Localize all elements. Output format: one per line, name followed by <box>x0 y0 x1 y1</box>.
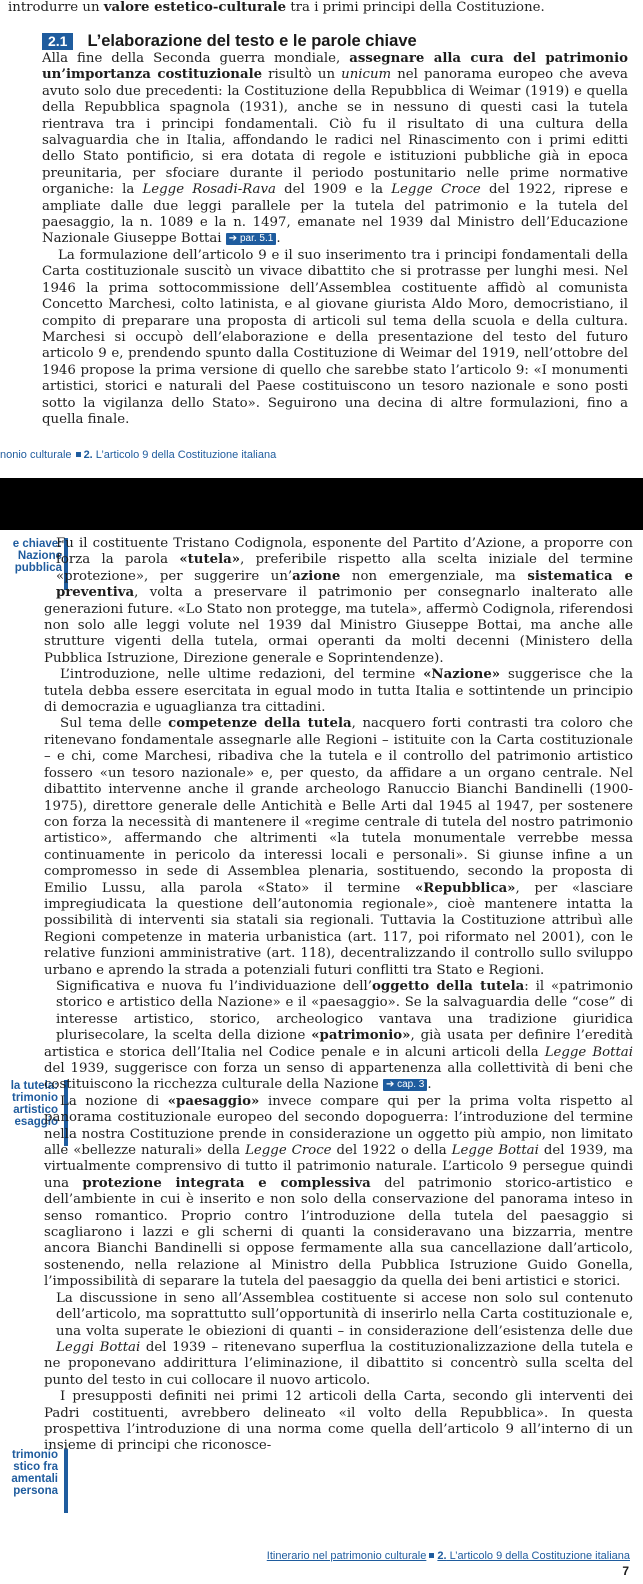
text-run: del 1939, ma virtualmente comprensivo di tutto il patrimonio naturale. L’articolo 9 persegue quindi una <box>44 1143 634 1191</box>
text-run-italic: Legge Croce <box>245 1143 332 1159</box>
footer-chapter-number: 2. <box>437 1550 447 1562</box>
margin-keyword: trimonio <box>12 1092 58 1104</box>
text-run: , volta a preservare il patrimonio per consegnarlo inalterato alle generazioni future. «Lo Stato non protegge, ma tutela», affermò Codignola, riferendosi non solo alle leggi volute nel 1939 dal Ministro Giuseppe Bottai, ma anche alle strutture vigenti della tutela, ormai operanti da molti decenni (Ministero della Pubblica Istruzione, Direzione generale e Soprintendenze). <box>44 585 633 666</box>
page-upper <box>0 0 643 478</box>
text-run-bold: «Nazione» <box>423 667 501 683</box>
page-lower <box>0 530 643 1584</box>
text-run: risultò un <box>262 67 342 83</box>
text-run: , preferibile rispetto alla scelta iniziale del termine «protezione», per suggerire un’ <box>56 552 633 584</box>
text-run: Significativa e nuova fu l’individuazione dell’ <box>56 978 373 994</box>
section-number: 2.1 <box>42 33 73 50</box>
section-heading <box>42 32 417 50</box>
margin-keyword: persona <box>13 1485 58 1497</box>
text-run: , già usata per definire l’eredità artistica e storica dell’Italia nel Codice penale e in alcuni articoli della <box>44 1028 634 1060</box>
footer-book-title: nonio culturale <box>0 449 72 461</box>
intro-line <box>8 0 638 16</box>
text-run-bold: competenze della tutela <box>168 716 352 732</box>
text-run: nel panorama europeo che aveva avuto solo due precedenti: la Costituzione della Repubblica di Weimar (1919) e quella della Repubblica spagnola (1931), anche se in nessuno di questi casi la tutela rientrava tra i principi fondamentali. Ciò fu il risultato di una cultura della salvaguardia che in Italia, affondando le radici nel Rinascimento con i primi editti dello Stato pontificio, si era dotata di regole e istituzioni pubbliche già in epoca preunitaria, per sfociare durante il periodo postunitario nelle prime normative organiche: la <box>42 67 628 198</box>
text-run-italic: Legge Rosadi-Rava <box>142 182 276 198</box>
text-run: : il «patrimonio storico e artistico della Nazione» e il «paesaggio». Se la salvaguardia delle “cose” di interesse artistico, storico, archeologico vantava una tradizione giuridica plurisecolare, la scelta della dizione <box>56 978 634 1044</box>
page-number: 7 <box>622 1564 629 1578</box>
text-run: . <box>276 231 281 247</box>
text-run-italic: unicum <box>341 67 392 83</box>
paragraph <box>44 979 633 1094</box>
footer-chapter-title: L’articolo 9 della Costituzione italiana <box>92 449 277 461</box>
margin-keyword: Nazione <box>17 550 62 562</box>
text-run: del 1939 – ritenevano superflua la costituzionalizzazione della tutela e ne proponevano addirittura l’eliminazione, il dibattito si concentrò sulla scelta del punto del testo in cui collocare il nuovo articolo. <box>44 1339 633 1388</box>
margin-keyword: esaggio <box>14 1116 58 1128</box>
text-run: del 1909 e la <box>275 182 392 198</box>
text-run: del patrimonio storico-artistico e dell’ambiente in cui è inserito e non solo della conservazione del panorama inteso in senso romantico. Proprio contro l’introduzione della tutela del paesaggio si scagliarono i lazzi e gli scherni di quanti la consideravano una bizzarria, mentre ancora Bianchi Bandinelli si oppose fermamente alla sua cancellazione dall’articolo, sostenendo, nella relazione al Ministro della Pubblica Istruzione Guido Gonella, l’impossibilità di separare la tutela del paesaggio da quella dei beni artistici e storici. <box>44 1175 633 1290</box>
text-run: invece compare qui per la prima volta rispetto al panorama costituzionale europeo del secondo dopoguerra: l’introduzione del termine nella nostra Costituzione prende in considerazione un oggetto più ampio, non limitato alle «bellezze naturali» della <box>44 1093 633 1159</box>
footer-book-title: Itinerario nel patrimonio culturale <box>266 1550 427 1562</box>
square-bullet-icon <box>76 452 81 457</box>
cross-reference-link[interactable]: ➔ cap. 3 <box>383 1079 427 1091</box>
cross-reference-link[interactable]: ➔ par. 5.1 <box>226 233 277 245</box>
text-run: del 1939, suggerisce con forza un senso di appartenenza alla collettività di beni che costituiscono la ricchezza culturale della Nazione <box>44 1061 633 1093</box>
text-run: suggerisce che la tutela debba essere esercitata in egual modo in tutta Italia e sottintende un principio di democrazia e uguaglianza tra cittadini. <box>44 667 633 716</box>
margin-keyword: artistico <box>13 1104 58 1116</box>
text-run-bold: sistematica e preventiva <box>56 568 633 601</box>
paragraph <box>44 1291 633 1389</box>
margin-spacer <box>0 536 56 596</box>
text-run-bold: «patrimonio» <box>311 1028 411 1044</box>
running-footer <box>267 1550 630 1562</box>
paragraph <box>44 1094 633 1291</box>
paragraph <box>44 716 633 979</box>
margin-keyword: stico fra <box>13 1461 58 1473</box>
margin-keyword: amentali <box>11 1473 58 1485</box>
paragraph <box>44 667 633 716</box>
text-run: non emergenziale, ma <box>340 568 528 584</box>
text-run-bold: «tutela» <box>179 552 241 568</box>
text-run: La discussione in seno all’Assemblea costituente si accese non solo sul contenuto dell’articolo, ma soprattutto sull’opportunità di inserirlo nella Carta costituzionale e, una volta superate le obiezioni di quanti – in considerazione dell’esistenza delle due <box>56 1290 633 1339</box>
footer-chapter-title: L’articolo 9 della Costituzione italiana <box>446 1550 630 1562</box>
text-run: Fu il costituente Tristano Codignola, esponente del Partito d’Azione, a proporre con forza la parola <box>56 536 633 568</box>
text-run-bold: «paesaggio» <box>167 1093 260 1109</box>
text-run: La nozione di <box>60 1093 168 1109</box>
text-run-italic: Leggi Bottai <box>56 1339 141 1355</box>
text-run: Sul tema delle <box>60 716 169 732</box>
text-column <box>44 536 633 1455</box>
running-footer <box>0 449 276 461</box>
text-run: , nacquero forti contrasti tra coloro che ritenevano fondamentale assegnarle alle Regioni – istituite con la Carta costituzionale – e chi, come Marchesi, ribadiva che la tutela e il controllo del patrimonio artistico fossero «un tesoro nazionale» e, per questo, da affidare a un organo centrale. Nel dibattito intervenne anche il grande archeologo Ranuccio Bianchi Bandinelli (1900-1975), direttore generale delle Antichità e Belle Arti dal 1945 al 1947, per sostenere con forza la necessità di mantenere il «regime centrale di tutela del nostro patrimonio artistico», affermando che altrimenti «la tutela monumentale verrebbe messa continuamente in pericolo da interessi locali e personali». Si giunse infine a un compromesso in sede di Assemblea plenaria, sostituendo, secondo la proposta di Emilio Lussu, alla parola «Stato» il termine <box>44 716 633 896</box>
paragraph: I presupposti definiti nei primi 12 articoli della Carta, secondo gli interventi dei Padri costituenti, avrebbero delineato «il volto della Repubblica». In questa prospettiva l’introduzione di una norma come quella dell’articolo 9 all’interno di un insieme di principi che riconosce- <box>44 1389 633 1454</box>
margin-keyword-box <box>0 1449 58 1497</box>
text-run: Alla fine della Seconda guerra mondiale, <box>42 51 350 66</box>
section-title: L’elaborazione del testo e le parole chiave <box>87 31 417 50</box>
text-run: , per «lasciare impregiudicata la questione dell’autonomia regionale», cioè mantenere intatta la possibilità di interventi sia statali sia regionali. Tuttavia la Costituzione attribuì alle Regioni competenze in materia urbanistica (art. 117, poi riformato nel 2001), con le relative funzioni amministrative (art. 118), decentralizzando il controllo sullo sviluppo urbano e aprendo la strada a potenziali futuri conflitti tra Stato e Regioni. <box>44 880 633 978</box>
text-run-italic: Legge Bottai <box>451 1143 539 1159</box>
text-run-bold: «Repubblica» <box>414 880 516 896</box>
paragraph <box>42 51 628 248</box>
text-run: tra i primi principi della Costituzione. <box>286 0 545 15</box>
text-run: . <box>427 1077 432 1093</box>
text-run: del 1922, riprese e ampliate dalle due leggi parallele per la tutela del patrimonio e la tutela del paesaggio, la n. 1089 e la n. 1497, emanate nel 1939 dal Ministro dell’Educazione Nazionale Giuseppe Bottai <box>42 182 629 247</box>
page-gap <box>0 478 643 530</box>
text-run-bold: oggetto della tutela <box>372 978 525 994</box>
text-run-bold: valore estetico-culturale <box>103 0 287 15</box>
margin-keyword: pubblica <box>14 562 62 574</box>
margin-spacer <box>0 1291 56 1353</box>
text-run: del 1922 o della <box>331 1143 452 1159</box>
text-run-bold: protezione integrata e complessiva <box>82 1175 371 1191</box>
text-run-bold: azione <box>292 568 341 584</box>
text-run-bold: assegnare alla cura del patrimonio un’importanza costituzionale <box>42 51 628 83</box>
margin-keyword: la tutela: <box>10 1080 58 1092</box>
paragraph: La formulazione dell’articolo 9 e il suo inserimento tra i principi fondamentali della Carta costituzionale suscitò un vivace dibattito che si protrasse per lunghi mesi. Nel 1946 la prima sottocommissione dell’Assemblea costituente affidò al comunista Concetto Marchesi, colto latinista, e al giovane giurista Aldo Moro, democristiano, il compito di preparare una proposta di articoli sul tema della scuola e della cultura. Marchesi si occupò dell’elaborazione e della presentazione del testo del futuro articolo 9 e, prendendo spunto dalla Costituzione di Weimar del 1919, nell’ottobre del 1946 propose la prima versione di quello che sarebbe stato l’articolo 9: «I monumenti artistici, storici e naturali del Paese costituiscono un tesoro nazionale e sono posti sotto la vigilanza dello Stato». Seguirono una decina di altre formulazioni, fino a quella finale. <box>42 247 628 427</box>
footer-chapter-number: 2. <box>83 449 93 461</box>
text-column <box>42 51 628 428</box>
margin-bar <box>64 1449 68 1513</box>
text-run: L’introduzione, nelle ultime redazioni, del termine <box>60 667 424 683</box>
margin-spacer <box>0 979 56 1043</box>
margin-keyword: e chiave: <box>12 538 62 550</box>
text-run: introdurre un <box>8 0 104 15</box>
margin-keyword: trimonio <box>12 1449 58 1461</box>
text-run-italic: Legge Croce <box>391 182 481 198</box>
square-bullet-icon <box>429 1553 434 1558</box>
paragraph <box>44 536 633 667</box>
text-run-italic: Legge Bottai <box>544 1044 633 1060</box>
